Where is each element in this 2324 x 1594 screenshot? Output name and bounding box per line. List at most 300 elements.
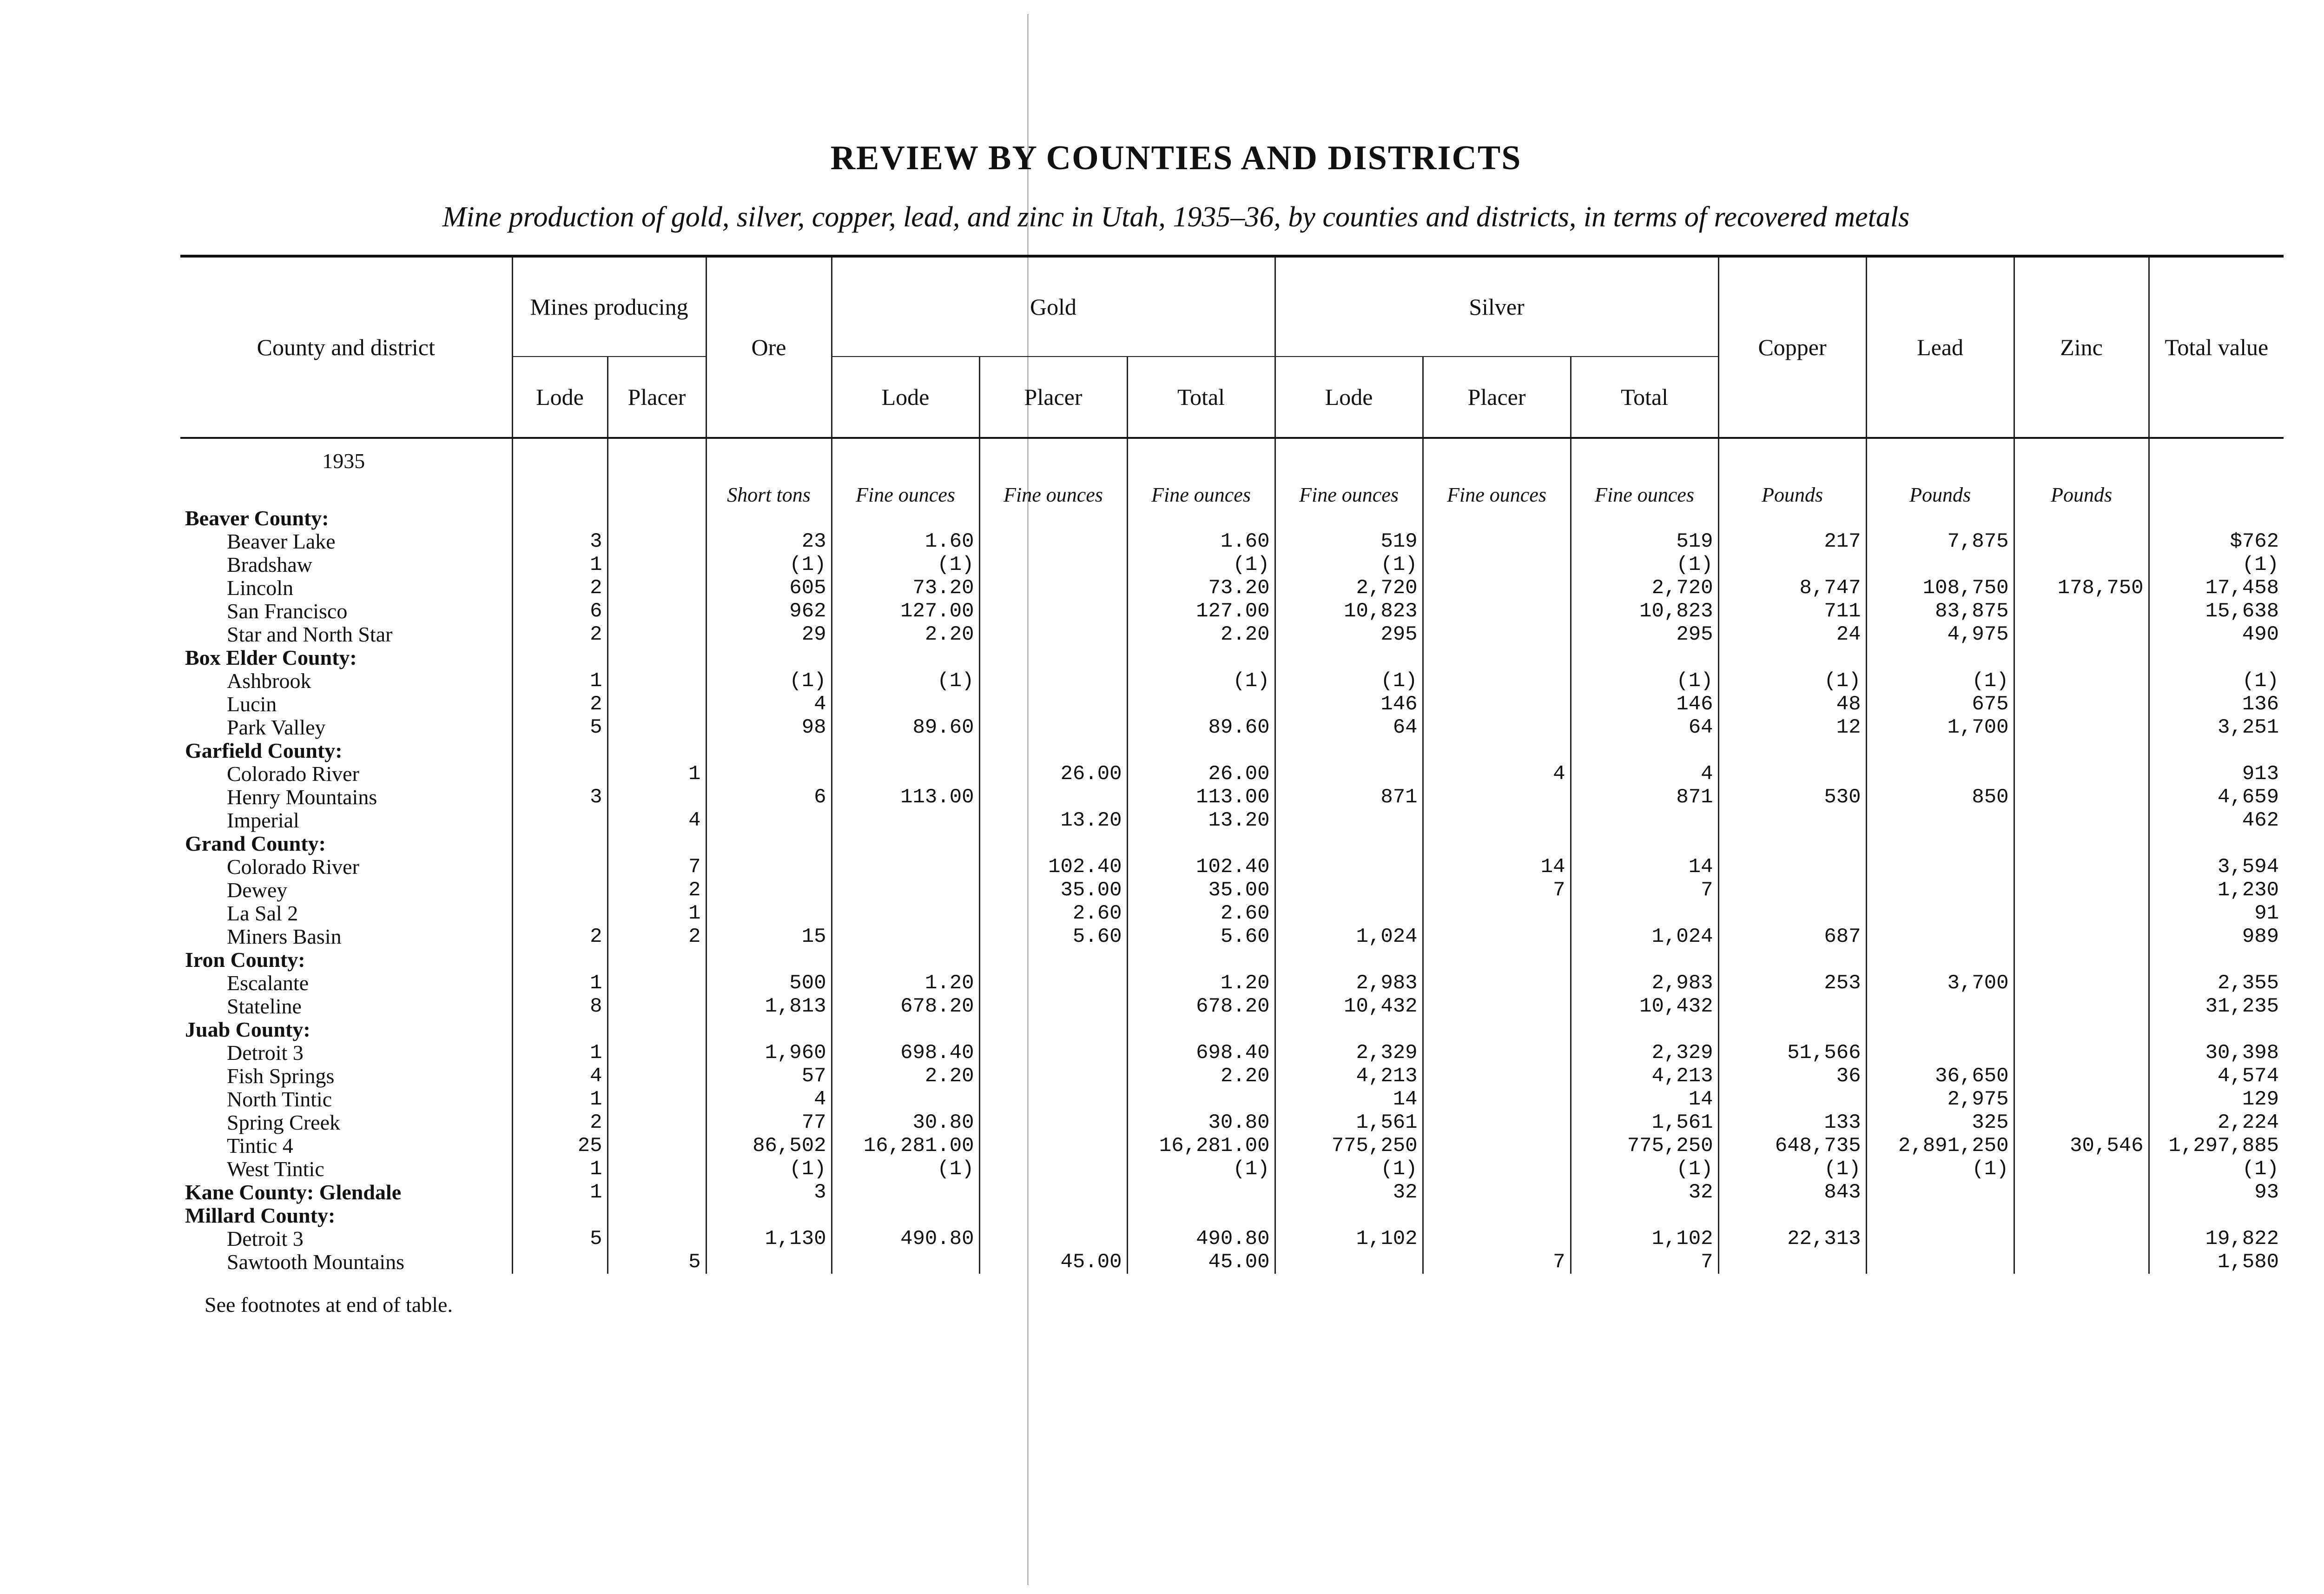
table-cell: 127.00	[832, 600, 979, 623]
table-cell: 1.20	[1127, 972, 1275, 995]
table-cell: 490.80	[832, 1227, 979, 1250]
table-cell: 530	[1718, 786, 1866, 809]
district-name: Lucin	[227, 693, 277, 716]
table-cell: $762	[2149, 530, 2284, 553]
table-cell	[1275, 762, 1423, 786]
table-cell	[607, 507, 706, 530]
county-name: Millard County:	[185, 1204, 336, 1227]
table-cell: 35.00	[979, 879, 1127, 902]
table-cell	[1127, 1088, 1275, 1111]
table-cell: 5	[512, 716, 607, 739]
table-cell: 5	[512, 1227, 607, 1250]
table-cell	[1571, 948, 1718, 972]
table-cell	[1866, 762, 2014, 786]
table-cell	[2014, 902, 2149, 925]
table-cell	[2014, 1157, 2149, 1181]
table-cell: 5	[607, 1250, 706, 1274]
unit-label	[607, 483, 706, 507]
table-cell: 2.20	[1127, 623, 1275, 646]
table-cell	[2014, 739, 2149, 762]
district-name: Star and North Star	[227, 623, 393, 646]
table-cell: (1)	[706, 553, 832, 576]
table-cell: 7	[1571, 1250, 1718, 1274]
table-cell: 989	[2149, 925, 2284, 948]
table-cell: 605	[706, 576, 832, 600]
table-cell	[1571, 438, 1718, 483]
table-cell: 7	[1423, 1250, 1571, 1274]
table-cell: 7	[1571, 879, 1718, 902]
table-cell: 4,659	[2149, 786, 2284, 809]
table-cell	[607, 576, 706, 600]
county-name: Juab County:	[185, 1018, 310, 1041]
table-cell	[1718, 646, 1866, 669]
table-cell: 73.20	[832, 576, 979, 600]
header-gold: Gold	[832, 256, 1275, 357]
table-cell: 490	[2149, 623, 2284, 646]
table-cell	[1275, 438, 1423, 483]
table-cell	[2014, 693, 2149, 716]
header-copper: Copper	[1718, 256, 1866, 438]
table-cell: 19,822	[2149, 1227, 2284, 1250]
table-cell: 32	[1275, 1181, 1423, 1204]
table-cell	[1866, 809, 2014, 832]
table-cell	[979, 507, 1127, 530]
table-cell: 1,960	[706, 1041, 832, 1065]
district-row	[180, 1041, 2284, 1065]
table-cell	[607, 1018, 706, 1041]
table-cell: 7	[1423, 879, 1571, 902]
table-cell: 86,502	[706, 1134, 832, 1157]
table-cell	[1275, 948, 1423, 972]
unit-label: Pounds	[1718, 483, 1866, 507]
table-cell: 24	[1718, 623, 1866, 646]
table-cell	[512, 762, 607, 786]
table-cell: 83,875	[1866, 600, 2014, 623]
table-cell	[979, 1134, 1127, 1157]
table-cell	[1866, 438, 2014, 483]
table-cell: 30,398	[2149, 1041, 2284, 1065]
table-cell: 10,823	[1275, 600, 1423, 623]
district-row	[180, 600, 2284, 623]
table-cell	[832, 1088, 979, 1111]
table-cell: 8,747	[1718, 576, 1866, 600]
table-cell: 3,594	[2149, 855, 2284, 879]
table-cell	[1718, 1250, 1866, 1274]
table-cell: 17,458	[2149, 576, 2284, 600]
table-cell	[706, 1250, 832, 1274]
table-cell	[979, 1227, 1127, 1250]
district-name: La Sal 2	[227, 902, 298, 925]
district-row	[180, 530, 2284, 553]
table-cell: 5.60	[1127, 925, 1275, 948]
table-cell	[832, 902, 979, 925]
county-row	[180, 507, 2284, 530]
table-cell: 13.20	[1127, 809, 1275, 832]
table-cell	[1866, 739, 2014, 762]
unit-label: Fine ounces	[1571, 483, 1718, 507]
table-cell	[607, 1157, 706, 1181]
table-cell: 1.60	[1127, 530, 1275, 553]
table-cell: 2,329	[1275, 1041, 1423, 1065]
table-cell	[2014, 1065, 2149, 1088]
table-cell	[1127, 438, 1275, 483]
table-cell: 519	[1571, 530, 1718, 553]
header-silver: Silver	[1275, 256, 1718, 357]
table-cell	[2014, 1088, 2149, 1111]
page-title: REVIEW BY COUNTIES AND DISTRICTS	[830, 139, 1522, 177]
table-cell	[1275, 739, 1423, 762]
table-cell	[512, 832, 607, 855]
table-cell: 7,875	[1866, 530, 2014, 553]
table-cell	[512, 1018, 607, 1041]
table-cell	[1275, 646, 1423, 669]
table-cell	[1423, 438, 1571, 483]
table-cell	[979, 438, 1127, 483]
table-cell	[2014, 948, 2149, 972]
table-cell	[512, 646, 607, 669]
table-cell: 14	[1275, 1088, 1423, 1111]
table-cell	[979, 739, 1127, 762]
header-gold-placer: Placer	[979, 357, 1127, 438]
table-cell	[832, 693, 979, 716]
table-cell	[1423, 995, 1571, 1018]
table-cell	[1423, 507, 1571, 530]
table-cell: (1)	[1127, 553, 1275, 576]
table-cell: 10,823	[1571, 600, 1718, 623]
unit-label: Fine ounces	[1423, 483, 1571, 507]
table-cell: 2,720	[1275, 576, 1423, 600]
table-cell	[979, 1111, 1127, 1134]
district-row	[180, 925, 2284, 948]
table-cell: (1)	[1571, 1157, 1718, 1181]
table-cell: 2	[607, 925, 706, 948]
table-cell	[607, 1041, 706, 1065]
table-cell: 30,546	[2014, 1134, 2149, 1157]
table-cell	[832, 1181, 979, 1204]
district-row	[180, 623, 2284, 646]
table-cell: 4	[1423, 762, 1571, 786]
table-cell: 14	[1571, 855, 1718, 879]
district-name: Fish Springs	[227, 1065, 335, 1088]
table-cell	[2014, 832, 2149, 855]
table-cell: 3	[512, 786, 607, 809]
table-cell	[2149, 832, 2284, 855]
table-cell	[1423, 716, 1571, 739]
table-cell	[1866, 553, 2014, 576]
table-cell: (1)	[1275, 553, 1423, 576]
table-cell	[979, 1065, 1127, 1088]
district-name: Henry Mountains	[227, 786, 377, 809]
district-row	[180, 786, 2284, 809]
table-cell: 871	[1275, 786, 1423, 809]
table-cell	[1718, 902, 1866, 925]
table-cell: 4,574	[2149, 1065, 2284, 1088]
table-cell	[607, 623, 706, 646]
table-cell: 2	[512, 925, 607, 948]
table-cell	[979, 786, 1127, 809]
county-row	[180, 739, 2284, 762]
year-row	[180, 438, 2284, 483]
table-cell: 64	[1571, 716, 1718, 739]
year-label: 1935	[322, 449, 365, 473]
table-cell	[1866, 1018, 2014, 1041]
district-row	[180, 972, 2284, 995]
table-cell: 678.20	[832, 995, 979, 1018]
table-cell	[607, 530, 706, 553]
table-cell: 36,650	[1866, 1065, 2014, 1088]
table-cell	[607, 646, 706, 669]
table-cell	[1866, 1181, 2014, 1204]
district-name: Escalante	[227, 972, 309, 995]
table-cell	[1571, 507, 1718, 530]
table-cell: 1	[512, 1157, 607, 1181]
table-cell	[1275, 507, 1423, 530]
table-cell	[2014, 716, 2149, 739]
table-cell: (1)	[1866, 669, 2014, 693]
table-cell: 1	[512, 972, 607, 995]
table-cell: 146	[1275, 693, 1423, 716]
table-body	[180, 438, 2284, 1274]
table-cell	[979, 995, 1127, 1018]
table-cell: 13.20	[979, 809, 1127, 832]
table-cell	[832, 507, 979, 530]
table-cell: 962	[706, 600, 832, 623]
table-cell: 2,983	[1275, 972, 1423, 995]
table-cell: 1,561	[1571, 1111, 1718, 1134]
table-cell	[2149, 1018, 2284, 1041]
table-cell: 48	[1718, 693, 1866, 716]
table-cell	[979, 530, 1127, 553]
table-cell	[979, 1088, 1127, 1111]
district-row	[180, 1227, 2284, 1250]
table-cell: 15	[706, 925, 832, 948]
unit-label	[2149, 483, 2284, 507]
table-cell: 89.60	[1127, 716, 1275, 739]
table-cell	[1866, 507, 2014, 530]
table-cell: 843	[1718, 1181, 1866, 1204]
table-cell: 462	[2149, 809, 2284, 832]
unit-label: Fine ounces	[1127, 483, 1275, 507]
table-cell: 1.20	[832, 972, 979, 995]
table-cell	[706, 646, 832, 669]
district-name: Bradshaw	[227, 553, 312, 576]
table-cell	[607, 1134, 706, 1157]
table-cell: 2.20	[832, 623, 979, 646]
table-cell	[512, 948, 607, 972]
table-cell	[1423, 1227, 1571, 1250]
table-cell	[1275, 902, 1423, 925]
header-gold-total: Total	[1127, 357, 1275, 438]
table-cell	[2014, 1018, 2149, 1041]
unit-label: Pounds	[1866, 483, 2014, 507]
table-cell: 1,813	[706, 995, 832, 1018]
table-cell: 29	[706, 623, 832, 646]
table-cell: 1	[512, 1181, 607, 1204]
table-cell: 113.00	[832, 786, 979, 809]
table-cell: 2.60	[1127, 902, 1275, 925]
district-row	[180, 1111, 2284, 1134]
header-ore: Ore	[706, 256, 832, 438]
table-cell	[1423, 1088, 1571, 1111]
table-cell	[979, 948, 1127, 972]
table-cell: 3,700	[1866, 972, 2014, 995]
table-cell	[512, 739, 607, 762]
table-cell	[706, 902, 832, 925]
district-row	[180, 669, 2284, 693]
table-cell: 2,224	[2149, 1111, 2284, 1134]
table-cell	[2014, 438, 2149, 483]
table-cell: 678.20	[1127, 995, 1275, 1018]
table-cell: (1)	[706, 669, 832, 693]
table-cell	[1718, 832, 1866, 855]
table-cell	[1423, 623, 1571, 646]
county-name: Beaver County:	[185, 507, 329, 530]
table-cell: 36	[1718, 1065, 1866, 1088]
table-cell: 16,281.00	[1127, 1134, 1275, 1157]
table-cell: 3	[706, 1181, 832, 1204]
table-cell	[1866, 902, 2014, 925]
district-name: Park Valley	[227, 716, 326, 739]
table-cell	[1275, 809, 1423, 832]
table-cell	[1718, 553, 1866, 576]
table-cell	[1275, 879, 1423, 902]
table-cell	[180, 483, 512, 507]
table-cell: 73.20	[1127, 576, 1275, 600]
table-cell	[832, 1018, 979, 1041]
table-cell	[1718, 739, 1866, 762]
table-cell	[706, 507, 832, 530]
table-cell: 1	[512, 553, 607, 576]
table-cell: 16,281.00	[832, 1134, 979, 1157]
table-cell	[832, 948, 979, 972]
table-cell: 2.20	[832, 1065, 979, 1088]
table-cell	[1275, 1250, 1423, 1274]
county-name: Garfield County:	[185, 739, 343, 762]
table-cell: 14	[1571, 1088, 1718, 1111]
district-name: Ashbrook	[227, 669, 311, 693]
table-cell	[2014, 553, 2149, 576]
table-cell: 89.60	[832, 716, 979, 739]
table-cell	[512, 879, 607, 902]
table-cell	[607, 716, 706, 739]
table-cell	[1571, 739, 1718, 762]
table-cell: 775,250	[1275, 1134, 1423, 1157]
table-cell	[1423, 809, 1571, 832]
table-cell: 2,720	[1571, 576, 1718, 600]
header-county-district: County and district	[180, 256, 512, 438]
table-cell: 32	[1571, 1181, 1718, 1204]
table-cell	[607, 972, 706, 995]
unit-label: Fine ounces	[1275, 483, 1423, 507]
table-cell: (1)	[1571, 553, 1718, 576]
table-cell: 4,975	[1866, 623, 2014, 646]
table-cell	[2014, 507, 2149, 530]
county-name: Box Elder County:	[185, 646, 357, 669]
table-cell	[1423, 1111, 1571, 1134]
district-name: Imperial	[227, 809, 299, 832]
table-cell	[1866, 948, 2014, 972]
county-name: Kane County: Glendale	[185, 1181, 402, 1204]
table-cell	[1423, 530, 1571, 553]
table-cell	[979, 832, 1127, 855]
table-cell	[706, 855, 832, 879]
table-cell: 23	[706, 530, 832, 553]
table-cell	[2014, 530, 2149, 553]
table-caption: Mine production of gold, silver, copper, lead, and zinc in Utah, 1935–36, by counties and districts, in terms of recovered metals	[442, 201, 1910, 233]
table-cell	[2014, 1204, 2149, 1227]
district-name: Colorado River	[227, 762, 359, 786]
table-cell	[1718, 1088, 1866, 1111]
table-cell: 4	[512, 1065, 607, 1088]
table-cell: (1)	[706, 1157, 832, 1181]
header-mines-placer: Placer	[607, 357, 706, 438]
table-cell	[979, 576, 1127, 600]
table-cell	[979, 623, 1127, 646]
table-cell	[2014, 762, 2149, 786]
table-cell: 519	[1275, 530, 1423, 553]
table-cell	[2149, 438, 2284, 483]
table-cell: 178,750	[2014, 576, 2149, 600]
header-silver-lode: Lode	[1275, 357, 1423, 438]
table-cell	[512, 438, 607, 483]
table-cell: 22,313	[1718, 1227, 1866, 1250]
county-row	[180, 1018, 2284, 1041]
table-cell	[706, 762, 832, 786]
table-cell: 102.40	[979, 855, 1127, 879]
table-cell	[2014, 669, 2149, 693]
table-cell	[1423, 1181, 1571, 1204]
table-cell	[979, 693, 1127, 716]
table-cell: 146	[1571, 693, 1718, 716]
table-cell: 8	[512, 995, 607, 1018]
table-cell: 35.00	[1127, 879, 1275, 902]
table-cell: 4	[607, 809, 706, 832]
table-cell	[1866, 1250, 2014, 1274]
table-cell	[979, 1181, 1127, 1204]
table-cell	[2014, 879, 2149, 902]
district-name: Stateline	[227, 995, 302, 1018]
district-row	[180, 576, 2284, 600]
table-cell: (1)	[1718, 669, 1866, 693]
table-cell: 108,750	[1866, 576, 2014, 600]
district-row	[180, 693, 2284, 716]
table-cell	[832, 438, 979, 483]
table-cell: 2,891,250	[1866, 1134, 2014, 1157]
table-cell: 871	[1571, 786, 1718, 809]
unit-label: Short tons	[706, 483, 832, 507]
table-cell: 1,024	[1571, 925, 1718, 948]
table-cell	[1423, 1204, 1571, 1227]
unit-label: Fine ounces	[979, 483, 1127, 507]
table-cell	[2014, 855, 2149, 879]
table-cell	[1718, 762, 1866, 786]
table-cell: (1)	[832, 553, 979, 576]
table-cell: 2	[512, 693, 607, 716]
units-row	[180, 483, 2284, 507]
table-cell	[1275, 832, 1423, 855]
table-cell	[1423, 1018, 1571, 1041]
table-cell	[979, 972, 1127, 995]
table-cell	[2149, 1204, 2284, 1227]
district-name: Lincoln	[227, 576, 294, 600]
table-cell	[979, 646, 1127, 669]
table-cell	[607, 1204, 706, 1227]
table-cell	[1127, 693, 1275, 716]
table-cell: 1	[607, 762, 706, 786]
table-cell: 14	[1423, 855, 1571, 879]
district-name: Detroit 3	[227, 1227, 304, 1250]
district-name: Spring Creek	[227, 1111, 341, 1134]
